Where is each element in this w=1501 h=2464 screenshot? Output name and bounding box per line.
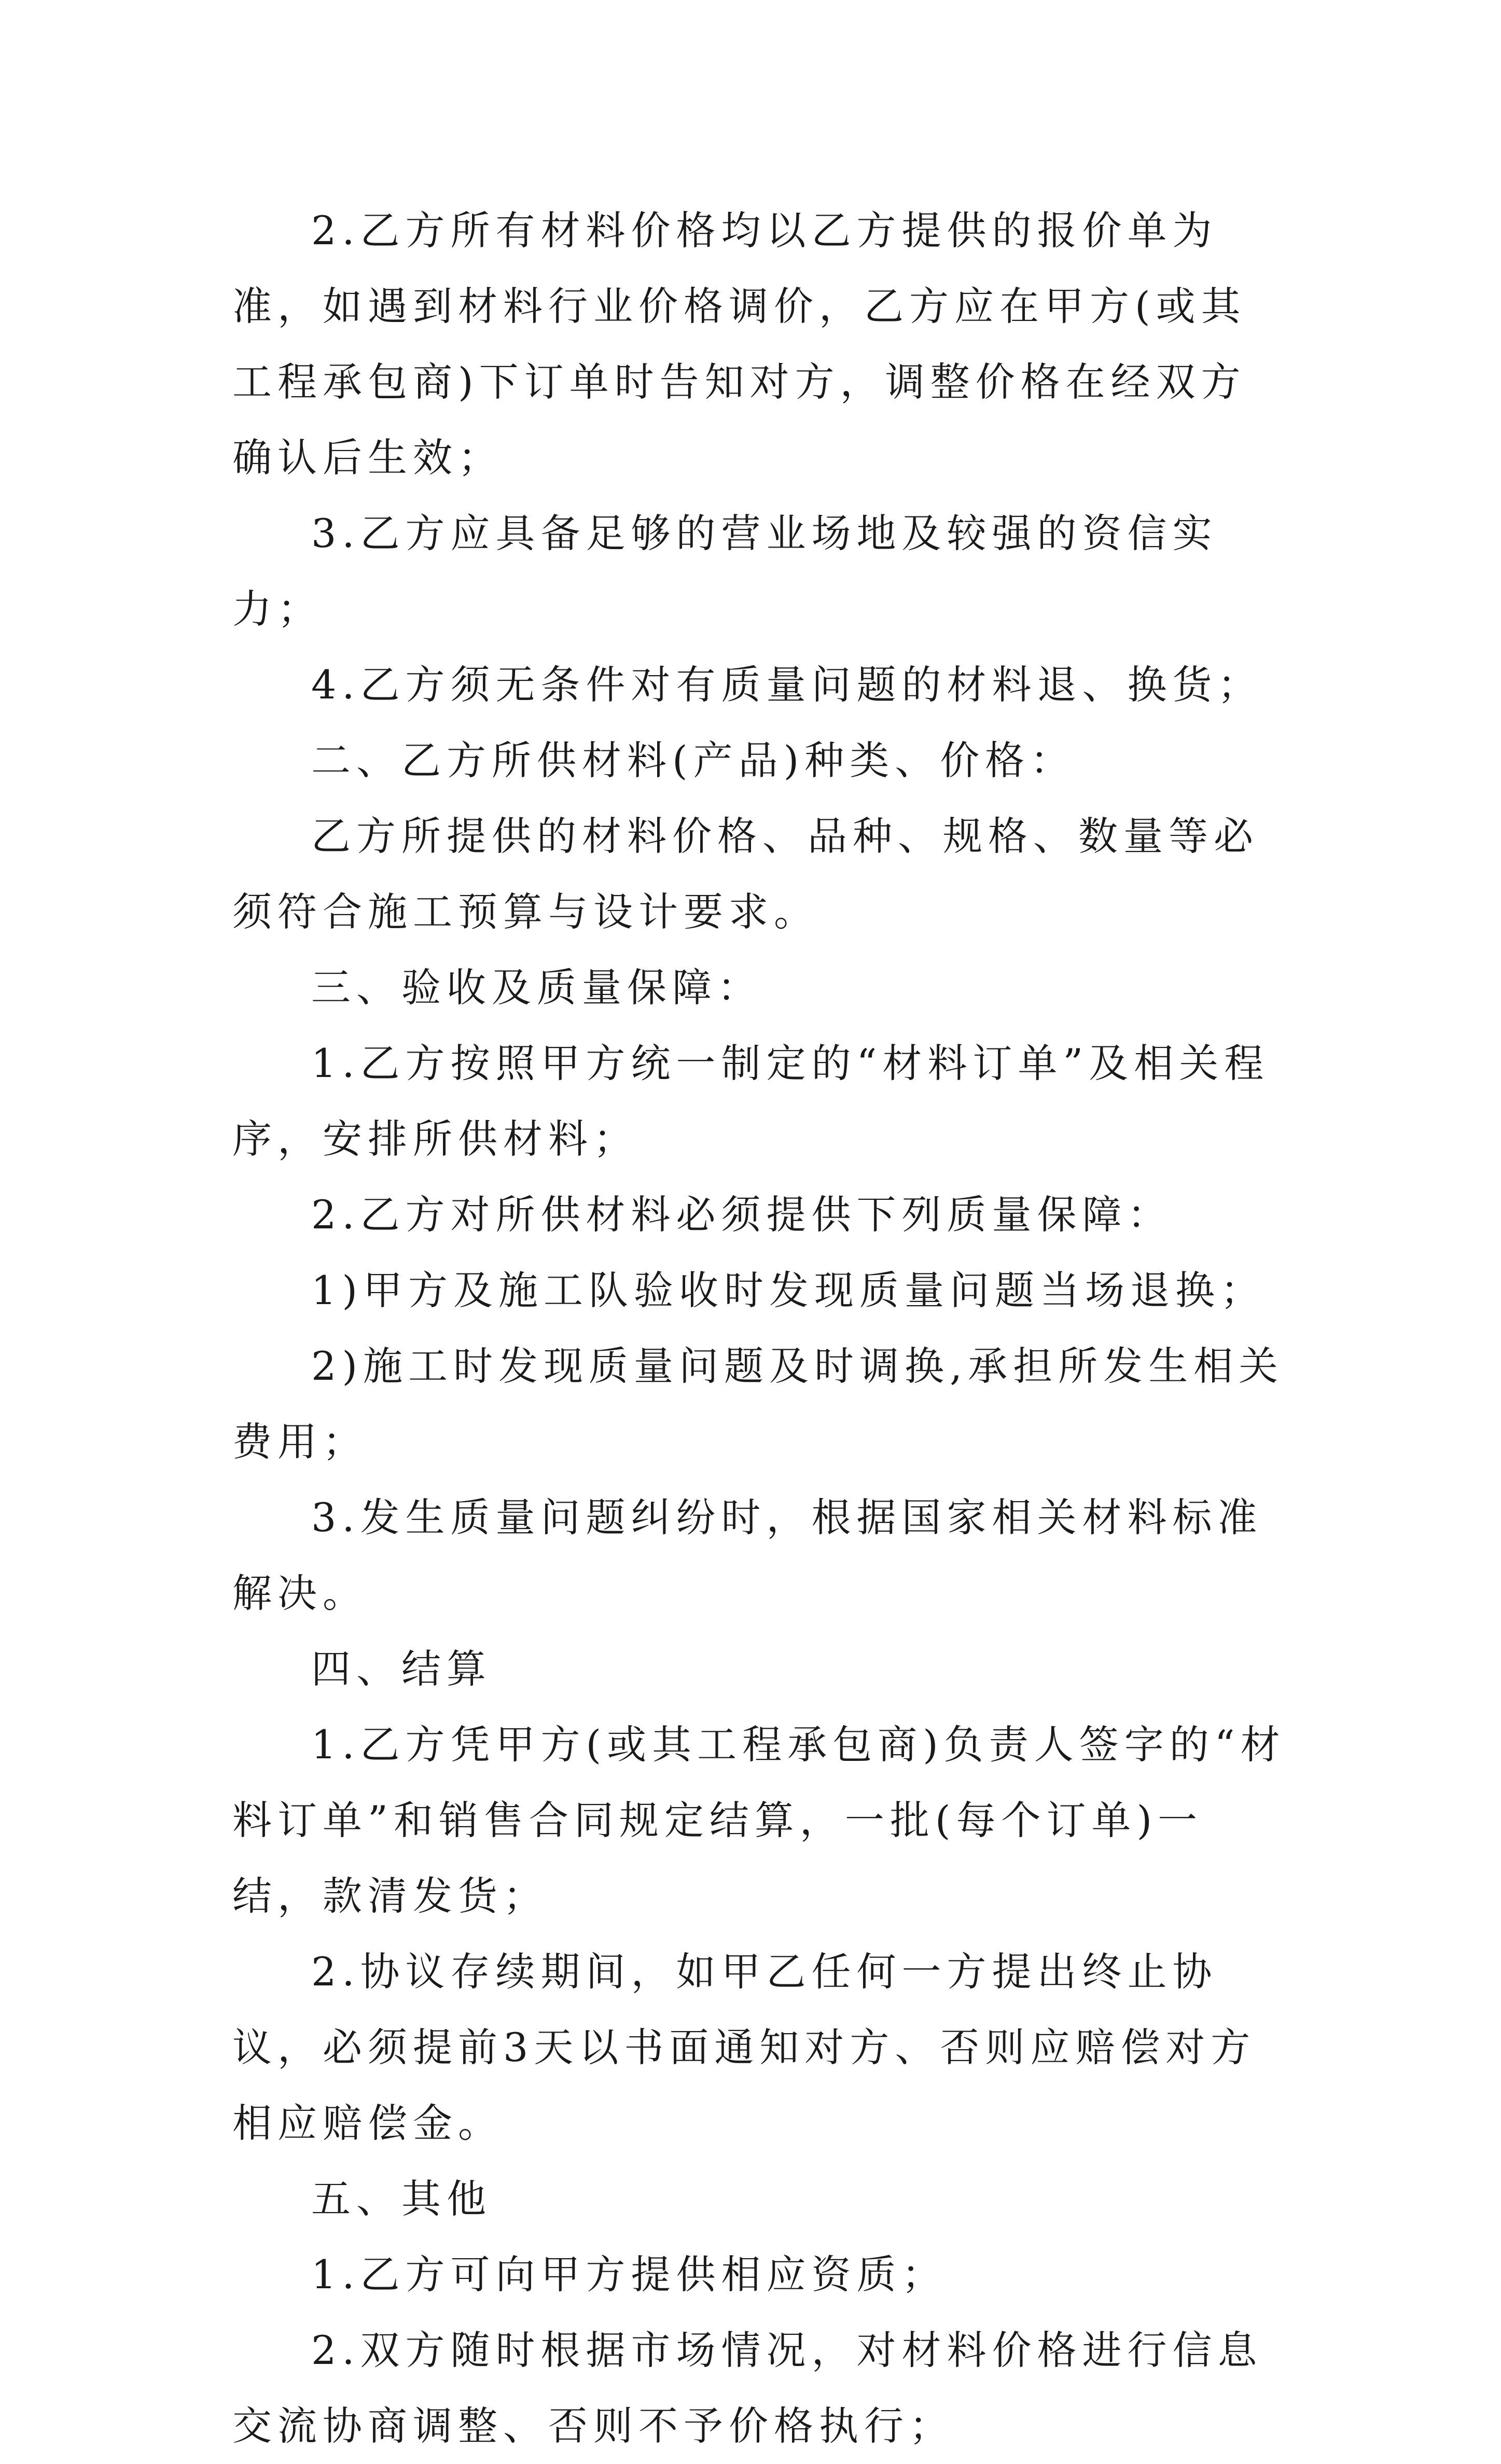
clause-qualifications: 1.乙方可向甲方提供相应资质； — [311, 2251, 947, 2298]
clause-returns: 4.乙方须无条件对有质量问题的材料退、换货； — [311, 662, 1263, 708]
section-heading-4: 四、结算 — [311, 1646, 492, 1692]
section-heading-5: 五、其他 — [311, 2176, 492, 2222]
document-body — [232, 193, 1290, 2464]
clause-premises: 3.乙方应具备足够的营业场地及较强的资信实力； — [232, 510, 1218, 632]
section-heading-2: 二、乙方所供材料(产品)种类、价格： — [311, 737, 1076, 783]
clause-price-negotiation: 2.双方随时根据市场情况，对材料价格进行信息交流协商调整、否则不予价格执行； — [232, 2327, 1263, 2449]
subclause-construction-exchange: 2)施工时发现质量问题及时调换,承担所发生相关费用； — [232, 1343, 1284, 1465]
section-heading-3: 三、验收及质量保障： — [311, 964, 762, 1011]
clause-price-basis: 2.乙方所有材料价格均以乙方提供的报价单为准，如遇到材料行业价格调价，乙方应在甲方(或其工程承包商)下订单时告知对方，调整价格在经双方确认后生效； — [232, 207, 1246, 481]
clause-materials-requirements: 乙方所提供的材料价格、品种、规格、数量等必须符合施工预算与设计要求。 — [232, 813, 1259, 935]
clause-dispute-resolution: 3.发生质量问题纠纷时，根据国家相关材料标准解决。 — [232, 1494, 1263, 1616]
clause-order-procedure: 1.乙方按照甲方统一制定的“材料订单”及相关程序，安排所供材料； — [232, 1040, 1270, 1162]
clause-settlement: 1.乙方凭甲方(或其工程承包商)负责人签字的“材料订单”和销售合同规定结算，一批(每个订单)一结，款清发货； — [232, 1721, 1286, 1919]
clause-termination: 2.协议存续期间，如甲乙任何一方提出终止协议，必须提前3天以书面通知对方、否则应赔偿对方相应赔偿金。 — [232, 1949, 1256, 2146]
subclause-inspection-return: 1)甲方及施工队验收时发现质量问题当场退换； — [311, 1267, 1266, 1313]
clause-quality-guarantee: 2.乙方对所供材料必须提供下列质量保障： — [311, 1192, 1173, 1238]
